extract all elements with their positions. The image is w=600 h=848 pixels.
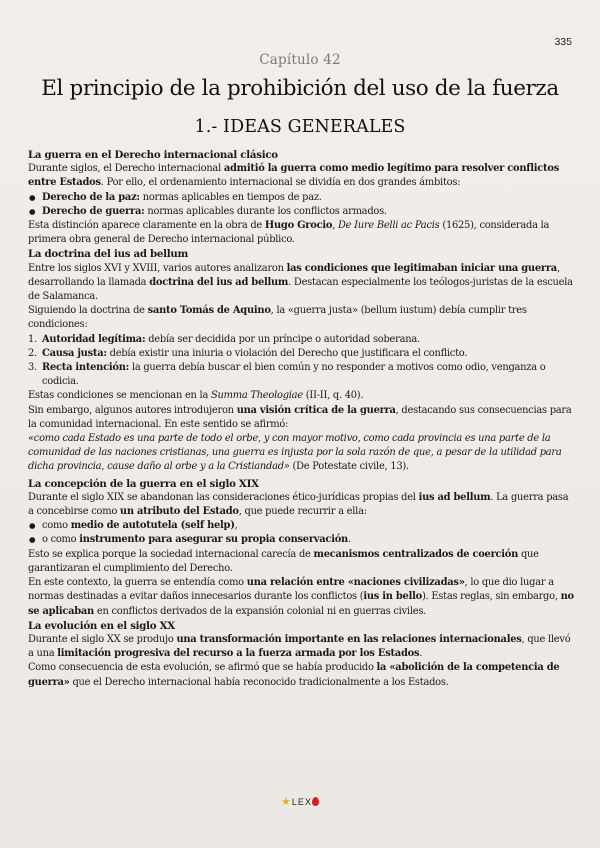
section-heading: 1.- IDEAS GENERALES [194,117,406,137]
list-item: ● o como instrumento para asegurar su propia conservación. [42,533,576,547]
paragraph: Estas condiciones se mencionan en la Summa Theologiae (II-II, q. 40). [28,390,364,402]
footer-logo [0,795,600,808]
logo-text: LEX [291,797,312,807]
subheading-ius-ad-bellum: La doctrina del ius ad bellum [28,248,189,261]
paragraph: Esta distinción aparece claramente en la obra de Hugo Grocio, De Iure Belli ac Pacis (1625), considerada la primera obra general de Derecho internacional público. [28,220,550,246]
numbered-list [28,333,576,390]
paragraph: Durante el siglo XIX se abandonan las consideraciones ético-jurídicas propias del ius ad bellum. La guerra pasa a concebirse como un atributo del Estado, que puede recurrir a ella: [28,491,569,518]
subheading-classical: La guerra en el Derecho internacional clásico [28,149,278,161]
paragraph: Durante el siglo XX se produjo una transformación importante en las relaciones internacionales, que llevó a una limitación progresiva del recurso a la fuerza armada por los Estados. [28,633,571,660]
paragraph: Como consecuencia de esta evolución, se afirmó que se había producido la «abolición de la competencia de guerra» que el Derecho internacional había reconocido tradicionalmente a los Estados. [28,662,560,688]
paragraph: Sin embargo, algunos autores introdujeron una visión crítica de la guerra, destacando sus consecuencias para la comunidad internacional. En este sentido se afirmó: [28,404,572,430]
list-item: 1. Autoridad legítima: debía ser decidida por un príncipe o autoridad soberana. [28,333,420,345]
list-item: ● Derecho de guerra: normas aplicables durante los conflictos armados. [42,205,576,219]
paragraph: Siguiendo la doctrina de santo Tomás de Aquino, la «guerra justa» (bellum iustum) debía cumplir tres condiciones: [28,305,527,331]
page-number: 335 [554,36,572,48]
subheading-xix: La concepción de la guerra en el siglo XIX [28,477,259,490]
subheading-xx: La evolución en el siglo XX [28,619,175,632]
list-item: 3. Recta intención: la guerra debía buscar el bien común y no responder a motivos como odio, venganza o codicia. [28,362,546,388]
paragraph: Durante siglos, el Derecho internacional admitió la guerra como medio legítimo para resolver conflictos entre Estados. Por ello, el ordenamiento internacional se dividía en dos grandes ámbitos: [28,163,560,189]
paragraph: Entre los siglos XVI y XVIII, varios autores analizaron las condiciones que legitimaban iniciar una guerra, desarrollando la llamada doctrina del ius ad bellum. Destacan especialmente los teólogos-juristas de la escuela de Salamanca. [28,262,573,303]
list-item: ● Derecho de la paz: normas aplicables en tiempos de paz. [42,191,576,205]
drop-icon [312,797,319,806]
document-body [28,148,576,690]
paragraph: Esto se explica porque la sociedad internacional carecía de mecanismos centralizados de coerción que garantizaran el cumplimiento del Derecho. [28,548,539,574]
list-item: 2. Causa justa: debía existir una iniuria o violación del Derecho que justificara el conflicto. [28,347,468,359]
quote: «como cada Estado es una parte de todo el orbe, y con mayor motivo, como cada provincia es una parte de la comunidad de las naciones cristianas, una guerra es injusta por la sola razón de que, a pesar de la utilidad para dicha provincia, cause daño al orbe y a la Cristiandad» (De Potestate civile, 13). [28,433,562,473]
bullet-list [28,519,576,547]
page-title: El principio de la prohibición del uso de la fuerza [41,76,559,101]
paragraph: En este contexto, la guerra se entendía como una relación entre «naciones civilizadas», lo que dio lugar a normas destinadas a evitar daños innecesarios durante los conflictos (ius in bello). Estas reglas, sin embargo, no se aplicaban en conflictos derivados de la expansión colonial ni en guerras civiles. [28,577,574,617]
chapter-label: Capítulo 42 [259,52,341,68]
list-item: ● como medio de autotutela (self help), [42,519,576,533]
star-icon: ★ [281,796,292,808]
bullet-list [28,191,576,219]
